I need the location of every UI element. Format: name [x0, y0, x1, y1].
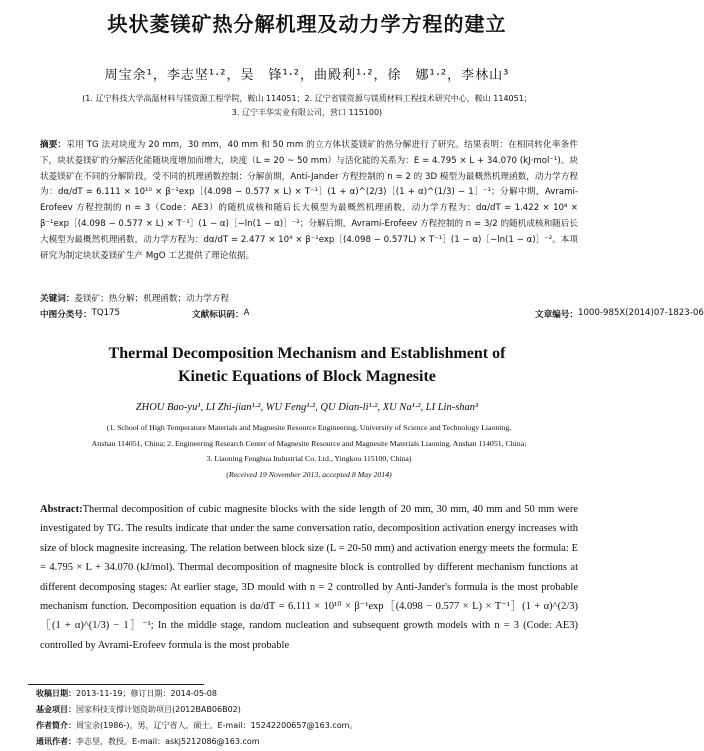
footnote-fund: 基金项目：国家科技支撑计划资助项目(2012BAB06B02): [36, 705, 241, 714]
english-abstract-text: Thermal decomposition of cubic magnesite blocks with the side length of 20 mm, 30 mm, 40 mm and 50 mm were investigated by TG. The results indicate that under the same conversation ratio, decomposition activation energy increases with size of block magnesite increasing. The relation between block size (L = 20-50 mm) and activation energy meets the formula: E = 4.795 × L + 34.070 (kJ/mol). Thermal decomposition of magnesite block is controlled by different mechanism functions at different decomposing stages: At earlier stage, 3D mould with n = 2 controlled by Anti-Jander's formula is the most probable mechanism function. Decomposition equation is dα/dT = 6.111 × 10¹⁰ × β⁻¹exp［(4.098 − 0.577 × L) × T⁻¹］(1 + α)^(2/3)［(1 + α)^(1/3) − 1］⁻¹; In the middle stage, random nucleation and subsequent growth models with n = 3 (Code: AE3) controlled by Avrami-Erofeev formula is the most probable: [40, 504, 578, 651]
footnotes: [36, 686, 578, 750]
classification-line: [40, 308, 704, 322]
english-affiliation-line-3: 3. Liaoning Fenghua Industrial Co. Ltd., Yingkou 115100, China): [206, 454, 412, 463]
footnote-author: 作者简介：周宝余(1986-)，男，辽宁省人，硕士。E-mail：15242200657@163.com。: [36, 721, 358, 730]
chinese-keywords-label: 关键词：: [40, 294, 75, 304]
footnote-corresponding-author: 通讯作者：李志坚，教授。E-mail：askj5212086@163.com: [36, 737, 260, 746]
english-affiliations: [40, 420, 578, 482]
chinese-keywords: [40, 292, 578, 306]
chinese-affiliations: [20, 92, 594, 120]
chinese-abstract: [40, 138, 578, 264]
english-authors: ZHOU Bao-yu¹, LI Zhi-jian¹·², WU Feng¹·², QU Dian-li¹·², XU Na¹·², LI Lin-shan³: [135, 402, 479, 413]
footnote-divider: [28, 684, 204, 685]
chinese-title: 块状菱镁矿热分解机理及动力学方程的建立: [107, 12, 507, 36]
chinese-keywords-text: 菱镁矿；热分解；机理函数；动力学方程: [74, 294, 230, 304]
article-number: 文章编号： 1000-985X(2014)07-1823-06: [535, 308, 704, 320]
english-title: [0, 342, 614, 388]
document-code: 文献标识码： A: [192, 308, 250, 320]
english-abstract-label: Abstract:: [40, 504, 83, 515]
english-title-line-2: Kinetic Equations of Block Magnesite: [178, 368, 436, 385]
clc-number: 中图分类号： TQ175: [40, 308, 120, 320]
chinese-affiliation-line-1: (1. 辽宁科技大学高温材料与镁资源工程学院，鞍山 114051；2. 辽宁省镁资源与镁质材料工程技术研究中心，鞍山 114051；: [82, 94, 532, 103]
chinese-abstract-label: 摘要：: [40, 140, 67, 150]
footnote-received: 收稿日期：2013-11-19；修订日期：2014-05-08: [36, 689, 217, 698]
english-affiliation-line-2: Anshan 114051, China; 2. Engineering Research Center of Magnesite Resource and Magnesite Materials Liaoning, Anshan 114051, China;: [91, 438, 527, 448]
english-affiliation-line-1: (1. School of High Temperature Materials and Magnesite Resource Engineering, University of Science and Technology Liaoning,: [106, 423, 512, 432]
chinese-authors: 周宝余¹，李志坚¹·²，吴 锋¹·²，曲殿利¹·²，徐 娜¹·²，李林山³: [104, 68, 510, 83]
english-title-line-1: Thermal Decomposition Mechanism and Establishment of: [108, 345, 506, 362]
english-abstract: [40, 500, 578, 655]
chinese-affiliation-line-2: 3. 辽宁丰华实业有限公司，营口 115100): [231, 108, 383, 117]
received-dates: (Received 19 November 2013, accepted 8 May 2014): [226, 469, 392, 479]
chinese-abstract-text: 采用 TG 法对块度为 20 mm，30 mm，40 mm 和 50 mm 的立方体状菱镁矿的热分解进行了研究。结果表明：在相同转化率条件下，块状菱镁矿的分解活化能随块度增加而增大，块度（L = 20 ~ 50 mm）与活化能的关系为：E = 4.795 × L + 34.070 (kJ·mol⁻¹)。块状菱镁矿在不同的分解阶段，受不同的机理函数控制：分解前期，Anti-Jander 方程控制的 n = 2 的 3D 模型为最概然机理函数，动力学方程为：dα/dT = 6.111 × 10¹⁰ × β⁻¹exp［(4.098 − 0.577 × L) × T⁻¹］(1 + α)^(2/3)［(1 + α)^(1/3) − 1］⁻¹；分解中期，Avrami-Erofeev 方程控制的 n = 3（Code：AE3）的随机成核和随后长大模型为最概然机理函数，动力学方程为：dα/dT = 1.422 × 10⁸ × β⁻¹exp［(4.098 − 0.577 × L) × T⁻¹］(1 − α)［−ln(1 − α)］⁻²；分解后期，Avrami-Erofeev 方程控制的 n = 3/2 的随机成核和随后长大模型为最概然机理函数，动力学方程为：dα/dT = 2.477 × 10⁹ × β⁻¹exp［(4.098 − 0.577L) × T⁻¹］(1 − α)［−ln(1 − α)］⁻²。本项研究为制定块状菱镁矿生产 MgO 工艺提供了理论依据。: [40, 140, 578, 261]
